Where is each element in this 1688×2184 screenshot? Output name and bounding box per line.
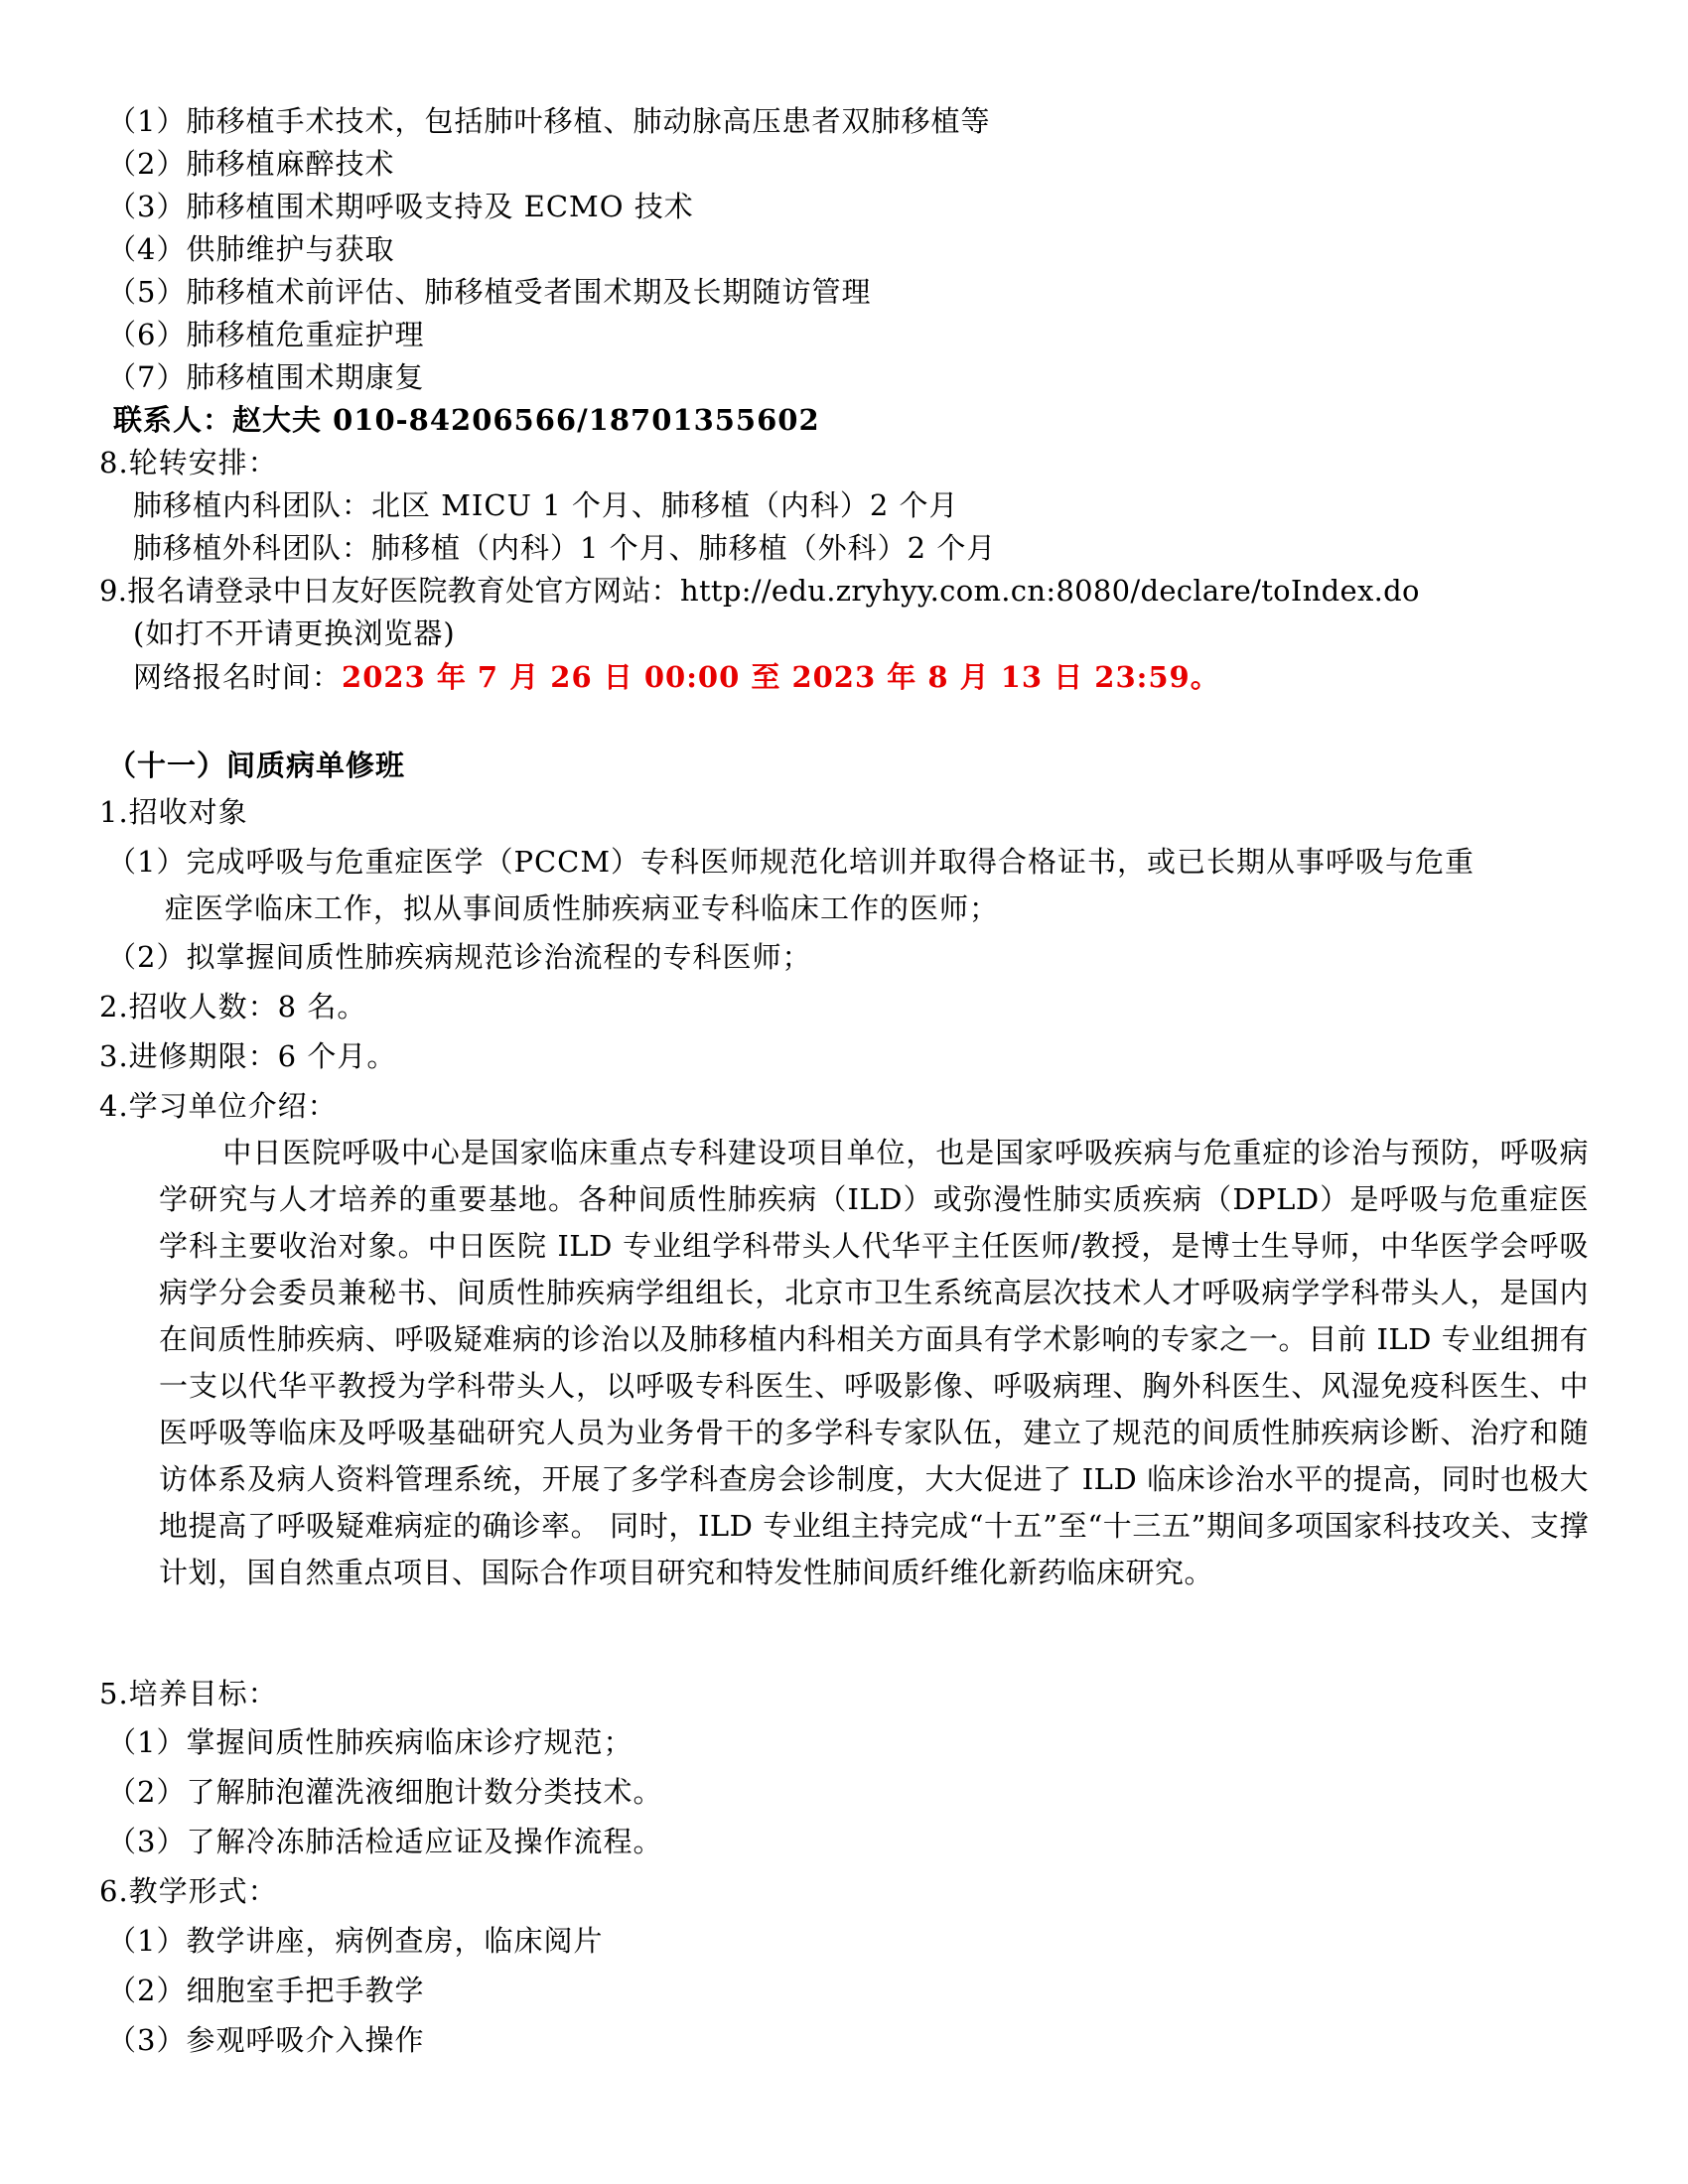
form-item: （2）细胞室手把手教学 [107,1974,425,2007]
heading-intro: 4.学习单位介绍： [99,1089,338,1123]
list-item: （2）肺移植麻醉技术 [107,147,395,181]
heading-targets: 1.招收对象 [99,795,248,829]
registration-time-value: 2023 年 7 月 26 日 00:00 至 2023 年 8 月 13 日 23:59。 [342,660,1220,694]
registration-time-label: 网络报名时间： [133,660,343,694]
rotation-heading: 8.轮转安排： [99,446,278,479]
form-item: （1）教学讲座，病例查房，临床阅片 [107,1924,604,1958]
registration-time [133,655,1220,699]
target-item-2: （2）拟掌握间质性肺疾病规范诊治流程的专科医师； [107,940,812,974]
target-item-1-cont: 症医学临床工作，拟从事间质性肺疾病亚专科临床工作的医师； [165,891,1000,925]
heading-enrollment: 2.招收人数：8 名。 [99,990,367,1024]
list-item: （6）肺移植危重症护理 [107,318,425,351]
goal-item: （3）了解冷冻肺活检适应证及操作流程。 [107,1825,663,1858]
list-item: （1）肺移植手术技术，包括肺叶移植、肺动脉高压患者双肺移植等 [107,104,991,138]
goal-item: （2）了解肺泡灌洗液细胞计数分类技术。 [107,1775,663,1809]
goal-item: （1）掌握间质性肺疾病临床诊疗规范； [107,1725,633,1759]
registration-line: 9.报名请登录中日友好医院教育处官方网站：http://edu.zryhyy.com.cn:8080/declare/toIndex.do [99,574,1420,608]
list-item: （3）肺移植围术期呼吸支持及 ECMO 技术 [107,190,694,223]
heading-duration: 3.进修期限：6 个月。 [99,1039,397,1073]
form-item: （3）参观呼吸介入操作 [107,2023,425,2057]
intro-text: 中日医院呼吸中心是国家临床重点专科建设项目单位，也是国家呼吸疾病与危重症的诊治与预防，呼吸病学研究与人才培养的重要基地。各种间质性肺疾病（ILD）或弥漫性肺实质疾病（DPLD）是呼吸与危重症医学科主要收治对象。中日医院 ILD 专业组学科带头人代华平主任医师/教授，是博士生导师，中华医学会呼吸病学分会委员兼秘书、间质性肺疾病学组组长，北京市卫生系统高层次技术人才呼吸病学学科带头人，是国内在间质性肺疾病、呼吸疑难病的诊治以及肺移植内科相关方面具有学术影响的专家之一。目前 ILD 专业组拥有一支以代华平教授为学科带头人，以呼吸专科医生、呼吸影像、呼吸病理、胸外科医生、风湿免疫科医生、中医呼吸等临床及呼吸基础研究人员为业务骨干的多学科专家队伍，建立了规范的间质性肺疾病诊断、治疗和随访体系及病人资料管理系统，开展了多学科查房会诊制度，大大促进了 ILD 临床诊治水平的提高，同时也极大地提高了呼吸疑难病症的确诊率。 同时，ILD 专业组主持完成“十五”至“十三五”期间多项国家科技攻关、支撑计划，国自然重点项目、国际合作项目研究和特发性肺间质纤维化新药临床研究。 [159,1136,1589,1589]
list-item: （5）肺移植术前评估、肺移植受者围术期及长期随访管理 [107,275,872,309]
contact-line: 联系人：赵大夫 010-84206566/18701355602 [113,403,820,437]
rotation-surgical: 肺移植外科团队：肺移植（内科）1 个月、肺移植（外科）2 个月 [133,531,997,565]
rotation-internal: 肺移植内科团队：北区 MICU 1 个月、肺移植（内科）2 个月 [133,488,959,522]
heading-forms: 6.教学形式： [99,1874,278,1908]
list-item: （7）肺移植围术期康复 [107,360,425,394]
intro-paragraph [159,1130,1589,1596]
section-title: （十一）间质病单修班 [107,749,406,782]
browser-note: (如打不开请更换浏览器) [133,616,456,650]
list-item: （4）供肺维护与获取 [107,232,395,266]
target-item-1: （1）完成呼吸与危重症医学（PCCM）专科医师规范化培训并取得合格证书，或已长期从事呼吸与危重 [107,845,1476,879]
heading-goals: 5.培养目标： [99,1677,278,1710]
